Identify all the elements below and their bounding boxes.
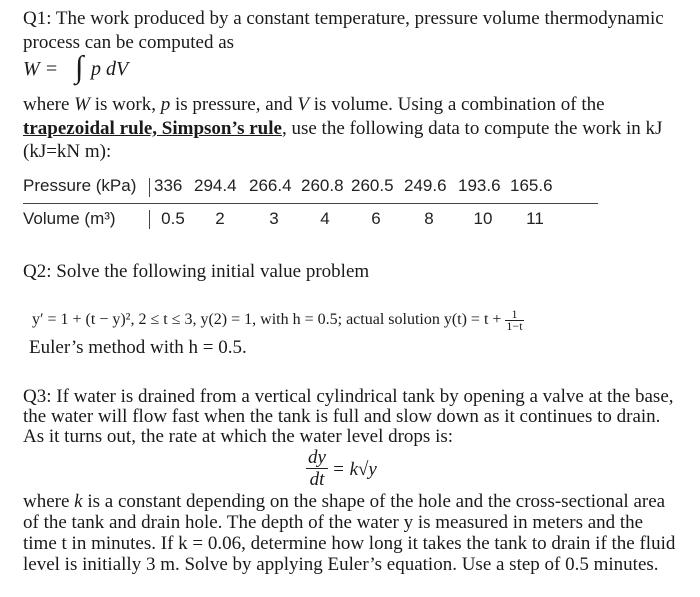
volume-cell: 4 xyxy=(320,209,330,228)
q3-equation xyxy=(306,448,416,492)
volume-cell: 6 xyxy=(371,209,381,228)
var-p: p xyxy=(160,94,171,115)
q3-line-7: level is initially 3 m. Solve by applying Euler’s equation. Use a step of 0.5 minutes. xyxy=(23,554,659,575)
q2-ode xyxy=(32,309,524,332)
rules-tail: , use the following data to compute the work in kJ xyxy=(281,118,663,139)
where-text-1: where xyxy=(23,94,75,115)
q1-units: (kJ=kN m): xyxy=(23,141,112,162)
pressure-label: Pressure (kPa) xyxy=(23,176,137,195)
solution-fraction xyxy=(505,309,523,332)
line4-text-b: is a constant depending on the shape of the hole and the cross-sectional area xyxy=(82,491,666,512)
volume-cell: 8 xyxy=(424,209,434,228)
formula-lhs: W = xyxy=(23,58,59,80)
pressure-divider xyxy=(149,178,150,197)
volume-cell: 2 xyxy=(215,209,225,228)
volume-cell: 3 xyxy=(269,209,279,228)
eq-rhs: = k√y xyxy=(332,459,377,480)
pressure-cell: 260.8 xyxy=(301,176,344,195)
formula-rhs: p dV xyxy=(91,58,129,80)
q3-line-4 xyxy=(23,492,665,512)
table-rule xyxy=(23,203,598,204)
volume-cell: 10 xyxy=(473,209,493,228)
fraction-numerator: 1 xyxy=(505,309,523,321)
ode-text: y′ = 1 + (t − y)², 2 ≤ t ≤ 3, y(2) = 1, with h = 0.5; actual solution y(t) = t + xyxy=(32,311,502,329)
pressure-cell: 165.6 xyxy=(510,176,553,195)
pressure-cell: 336 xyxy=(154,176,183,195)
volume-divider xyxy=(149,210,150,229)
q1-rules-line xyxy=(23,119,662,139)
var-w: W xyxy=(74,94,90,115)
volume-label: Volume (m³) xyxy=(23,209,116,228)
pressure-cell: 266.4 xyxy=(249,176,292,195)
where-text-4: is volume. Using a combination of the xyxy=(309,94,605,115)
var-v: V xyxy=(297,94,310,115)
q3-line-2: the water will flow fast when the tank is full and slow down as it continues to drain. xyxy=(23,406,661,427)
where-text-2: is work, xyxy=(90,94,161,115)
volume-row xyxy=(154,209,604,231)
eq-denominator: dt xyxy=(309,469,325,490)
volume-cell: 0.5 xyxy=(161,209,185,228)
volume-cell: 11 xyxy=(526,209,544,228)
integral-symbol: ∫ xyxy=(75,49,84,84)
pressure-cell: 260.5 xyxy=(351,176,394,195)
q2-heading: Q2: Solve the following initial value problem xyxy=(23,261,370,282)
fraction-denominator: 1−t xyxy=(506,319,523,333)
eq-numerator: dy xyxy=(306,448,328,469)
where-text-3: is pressure, and xyxy=(170,94,298,115)
pressure-row xyxy=(154,176,604,198)
q3-line-5: of the tank and drain hole. The depth of the water y is measured in meters and the xyxy=(23,512,644,533)
q3-line-3: As it turns out, the rate at which the water level drops is: xyxy=(23,426,454,447)
pressure-cell: 249.6 xyxy=(404,176,447,195)
q2-method: Euler’s method with h = 0.5. xyxy=(29,337,247,358)
q3-line-6: time t in minutes. If k = 0.06, determine how long it takes the tank to drain if the fluid xyxy=(23,533,676,554)
q1-line-2: process can be computed as xyxy=(23,32,235,53)
q1-where-line xyxy=(23,95,605,115)
var-k: k xyxy=(74,491,83,512)
rules-link[interactable]: trapezoidal rule, Simpson’s rule xyxy=(23,118,282,139)
data-table xyxy=(23,172,603,234)
q1-line-1: Q1: The work produced by a constant temperature, pressure volume thermodynamic xyxy=(23,8,664,29)
pressure-cell: 193.6 xyxy=(458,176,501,195)
pressure-cell: 294.4 xyxy=(194,176,237,195)
q3-line-1: Q3: If water is drained from a vertical cylindrical tank by opening a valve at the base, xyxy=(23,386,674,407)
line4-text-a: where xyxy=(23,491,75,512)
